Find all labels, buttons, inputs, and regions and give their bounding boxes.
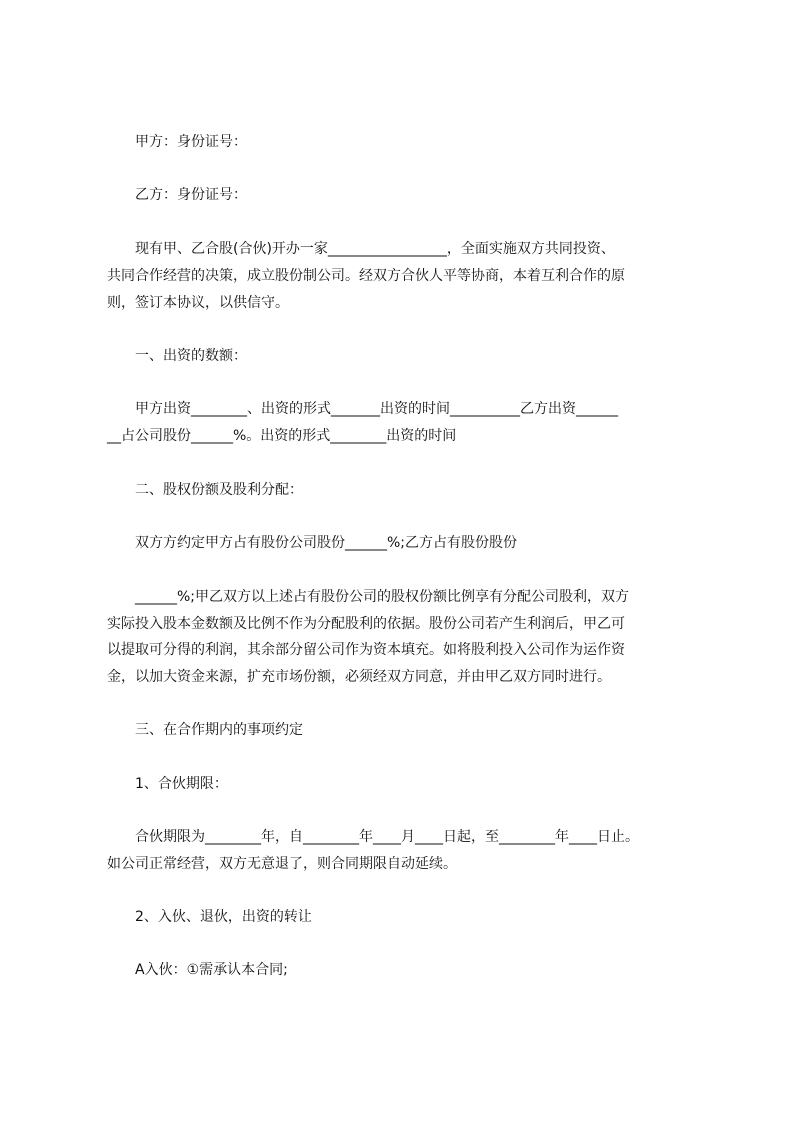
subsection-2-heading: 2、入伙、退伙，出资的转让 <box>107 909 312 925</box>
party-b-id-line: 乙方：身份证号： <box>107 187 247 203</box>
share-agreement-line: 双方方约定甲方占有股份公司股份______%;乙方占有股份股份 <box>107 535 518 551</box>
dividend-paragraph-line-1: ______%;甲乙双方以上述占有股份公司的股权份额比例享有分配公司股利，双方 <box>107 589 630 605</box>
section-3-heading: 三、在合作期内的事项约定 <box>107 722 303 738</box>
section-2-heading: 二、股权份额及股利分配： <box>107 482 303 498</box>
intro-paragraph-line-1: 现有甲、乙合股(合伙)开办一家_________________，全面实施双方共同投资、 <box>107 241 615 257</box>
capital-contribution-line-2: __占公司股份______%。出资的形式________出资的时间 <box>107 428 457 444</box>
partnership-term-line-2: 如公司正常经营，双方无意退了，则合同期限自动延续。 <box>107 856 457 872</box>
section-1-heading: 一、出资的数额： <box>107 348 247 364</box>
party-a-id-line: 甲方：身份证号： <box>107 134 247 150</box>
dividend-paragraph-line-3: 以提取可分得的利润，其余部分留公司作为资本填充。如将股利投入公司作为运作资 <box>107 642 625 658</box>
intro-paragraph-line-3: 则，签订本协议，以供信守。 <box>107 295 289 311</box>
dividend-paragraph-line-2: 实际投入股本金数额及比例不作为分配股利的依据。股份公司若产生利润后，甲乙可 <box>107 616 625 632</box>
dividend-paragraph-line-4: 金，以加大资金来源，扩充市场份额，必须经双方同意，并由甲乙双方同时进行。 <box>107 669 611 685</box>
partnership-term-line-1: 合伙期限为________年，自________年____月____日起，至________年____日止。 <box>107 829 639 845</box>
subsection-1-heading: 1、合伙期限： <box>107 776 228 792</box>
intro-paragraph-line-2: 共同合作经营的决策，成立股份制公司。经双方合伙人平等协商，本着互利合作的原 <box>107 268 625 284</box>
admission-clause-line: A入伙：①需承认本合同; <box>107 962 288 978</box>
capital-contribution-line-1: 甲方出资________、出资的形式_______出资的时间__________乙方出资______ <box>107 401 618 417</box>
